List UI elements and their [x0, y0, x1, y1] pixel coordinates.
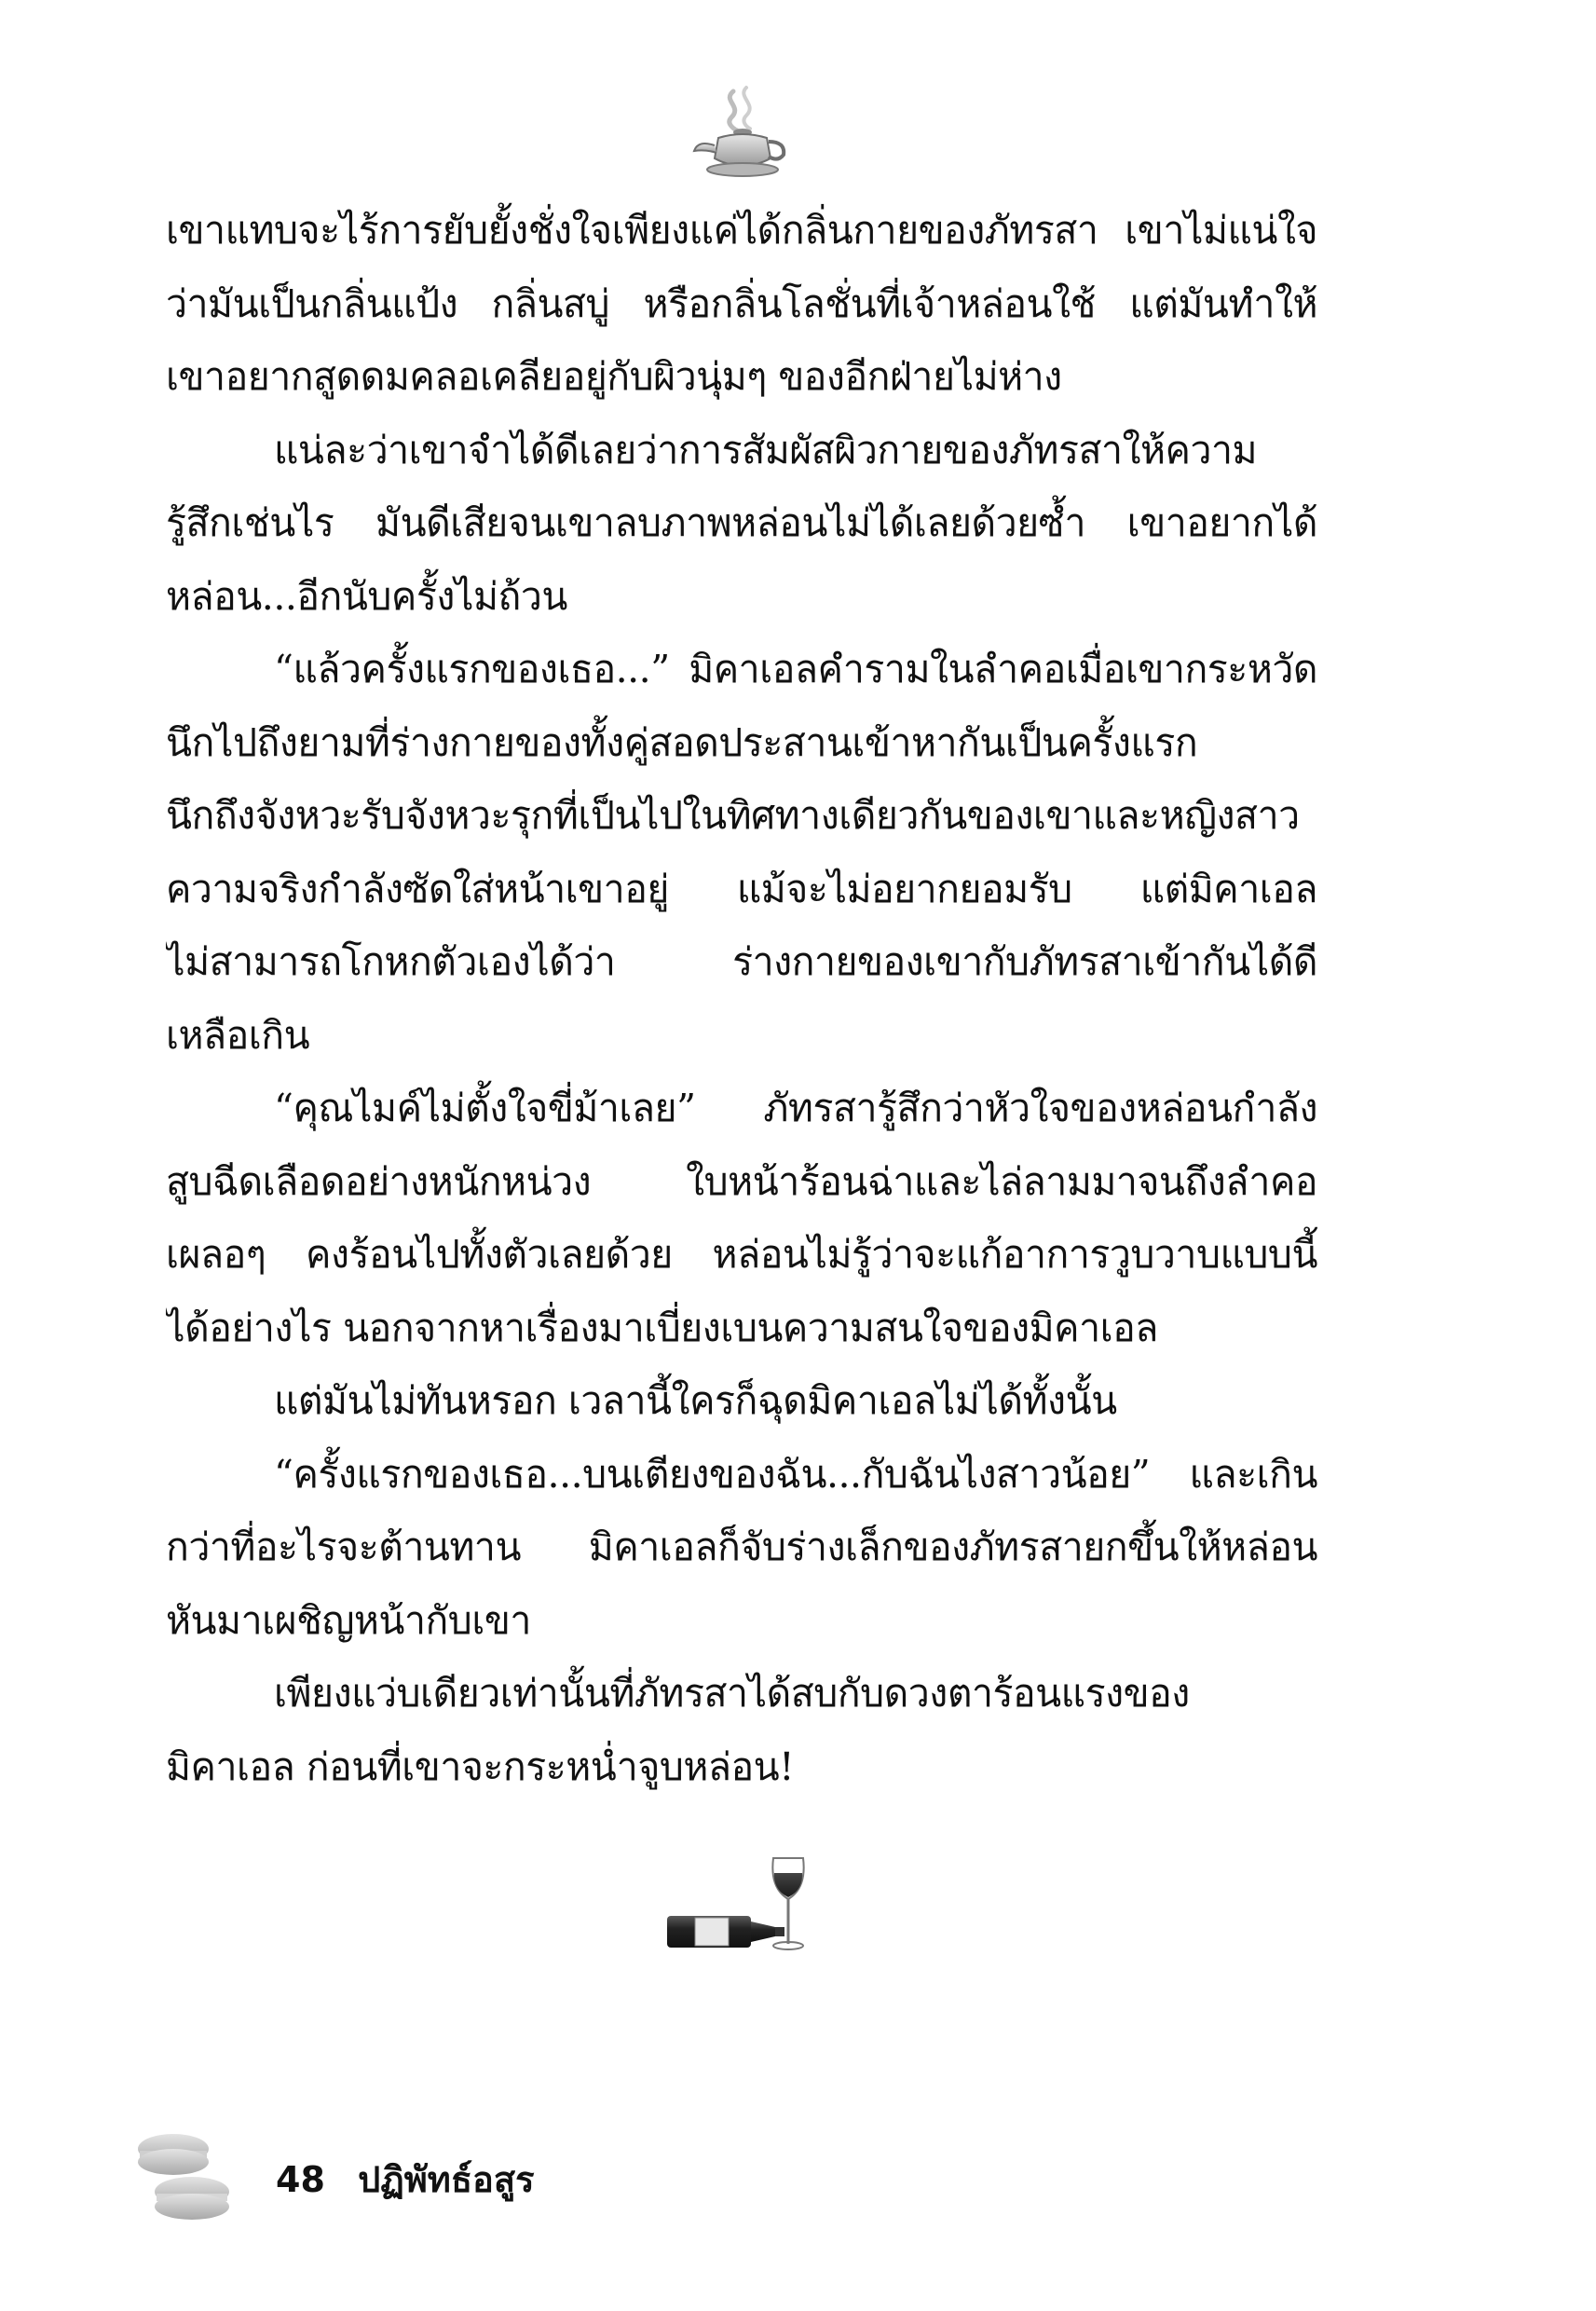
text-line: กว่าที่อะไรจะต้านทาน มิคาเอลก็จับร่างเล็กของภัทรสายกขึ้นให้หล่อน [166, 1525, 1317, 1569]
text-line: เผลอๆ คงร้อนไปทั้งตัวเลยด้วย หล่อนไม่รู้ว่าจะแก้อาการวูบวาบแบบนี้ [166, 1232, 1317, 1277]
page-footer [276, 2151, 534, 2208]
text-line: ไม่สามารถโกหกตัวเองได้ว่า ร่างกายของเขากับภัทรสาเข้ากันได้ดี [166, 939, 1317, 984]
text-line: นึกถึงจังหวะรับจังหวะรุกที่เป็นไปในทิศทางเดียวกันของเขาและหญิงสาว [166, 793, 1300, 838]
text-line: มิคาเอล ก่อนที่เขาจะกระหน่ำจูบหล่อน! [166, 1744, 795, 1789]
text-line: รู้สึกเช่นไร มันดีเสียจนเขาลบภาพหล่อนไม่ได้เลยด้วยซ้ำ เขาอยากได้ [166, 500, 1317, 545]
text-line: เพียงแว่บเดียวเท่านั้นที่ภัทรสาได้สบกับดวงตาร้อนแรงของ [274, 1671, 1190, 1716]
text-line: สูบฉีดเลือดอย่างหนักหน่วง ใบหน้าร้อนฉ่าและไล่ลามมาจนถึงลำคอ [166, 1158, 1317, 1204]
text-line: เขาแทบจะไร้การยับยั้งชั่งใจเพียงแค่ได้กลิ่นกายของภัทรสา เขาไม่แน่ใจ [166, 208, 1317, 253]
wine-bottle-glass-icon [663, 1854, 822, 1966]
text-line: หล่อน...อีกนับครั้งไม่ถ้วน [166, 573, 567, 619]
teapot-ornament-icon [685, 84, 797, 186]
book-title: ปฏิพัทธ์อสูร [358, 2159, 535, 2200]
text-line: หันมาเผชิญหน้ากับเขา [166, 1597, 531, 1643]
text-line: นึกไปถึงยามที่ร่างกายของทั้งคู่สอดประสานเข้าหากันเป็นครั้งแรก [166, 719, 1198, 765]
text-line: ว่ามันเป็นกลิ่นแป้ง กลิ่นสบู่ หรือกลิ่นโลชั่นที่เจ้าหล่อนใช้ แต่มันทำให้ [166, 280, 1317, 326]
text-line: เหลือเกิน [166, 1012, 310, 1058]
text-line: แน่ละว่าเขาจำได้ดีเลยว่าการสัมผัสผิวกายของภัทรสาให้ความ [274, 427, 1258, 472]
text-line: “แล้วครั้งแรกของเธอ...” มิคาเอลคำรามในลำคอเมื่อเขากระหวัด [274, 647, 1317, 691]
text-line: ได้อย่างไร นอกจากหาเรื่องมาเบี่ยงเบนความสนใจของมิคาเอล [166, 1305, 1158, 1350]
macaron-icon [130, 2115, 242, 2227]
text-line: “คุณไมค์ไม่ตั้งใจขี่ม้าเลย” ภัทรสารู้สึกว่าหัวใจของหล่อนกำลัง [274, 1086, 1317, 1130]
text-line: เขาอยากสูดดมคลอเคลียอยู่กับผิวนุ่มๆ ของอีกฝ่ายไม่ห่าง [166, 354, 1062, 399]
text-line: “ครั้งแรกของเธอ...บนเตียงของฉัน...กับฉันไงสาวน้อย” และเกิน [274, 1451, 1317, 1497]
text-line: ความจริงกำลังซัดใส่หน้าเขาอยู่ แม้จะไม่อยากยอมรับ แต่มิคาเอล [166, 866, 1317, 911]
body-text [166, 194, 1317, 1803]
page-number: 48 [276, 2159, 325, 2200]
text-line: แต่มันไม่ทันหรอก เวลานี้ใครก็ฉุดมิคาเอลไม่ได้ทั้งนั้น [274, 1378, 1117, 1423]
